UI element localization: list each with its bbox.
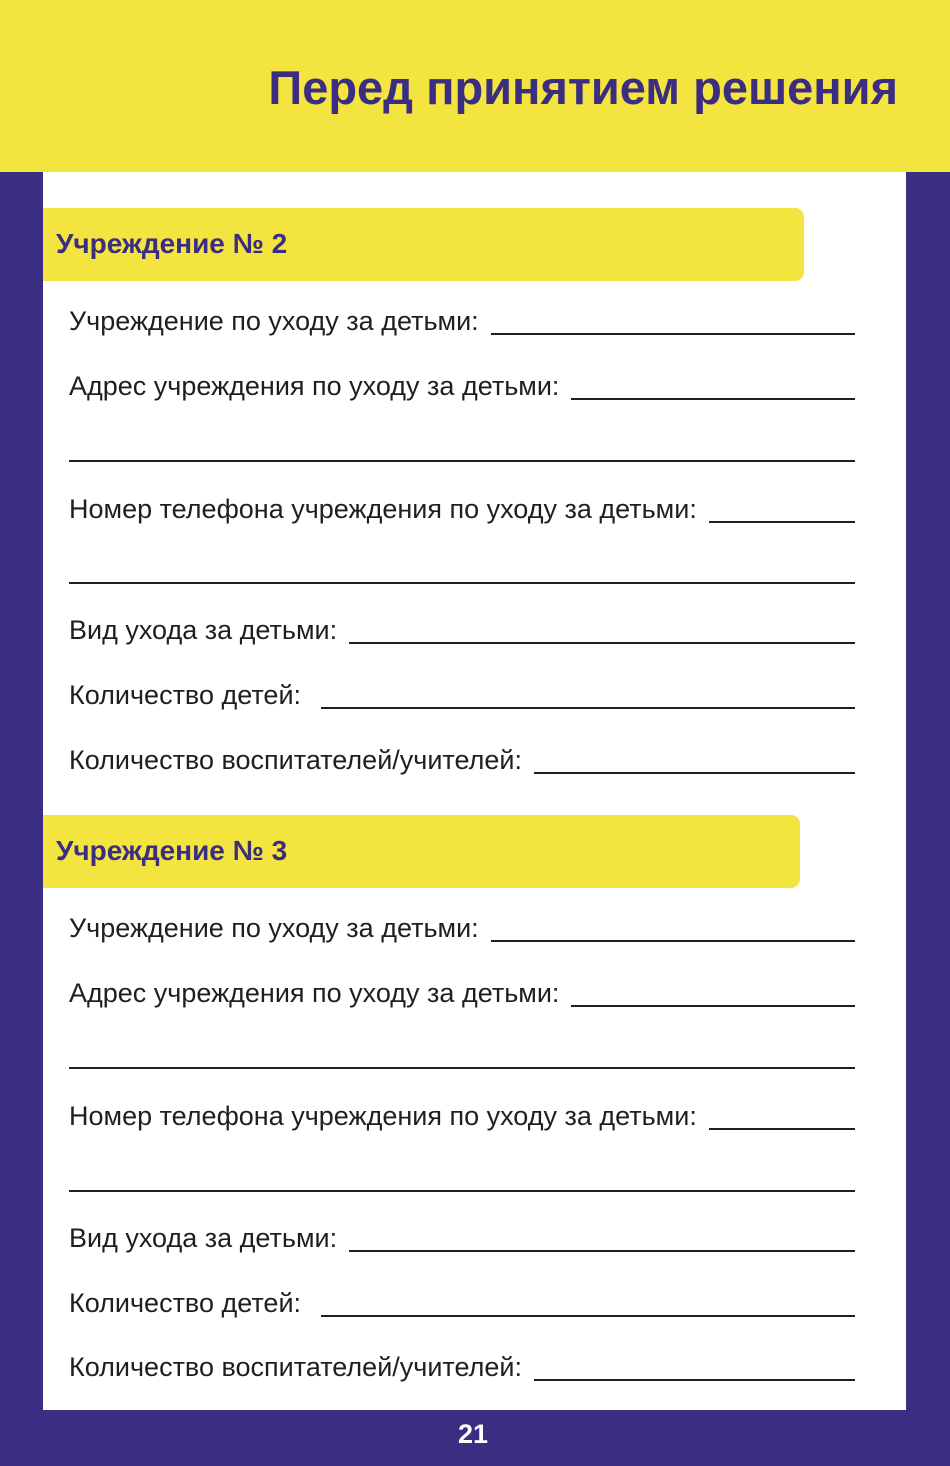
section-title: Учреждение № 3 <box>56 835 288 866</box>
facility-address-line-2[interactable] <box>69 460 855 462</box>
field-label: Количество детей: <box>69 1288 302 1318</box>
facility-phone-line[interactable] <box>709 521 855 523</box>
teachers-count-field[interactable] <box>69 739 855 779</box>
section-title: Учреждение № 2 <box>56 228 288 259</box>
facility-address-continuation[interactable] <box>69 427 855 467</box>
field-label: Вид ухода за детьми: <box>69 1223 338 1253</box>
facility-address-field[interactable] <box>69 972 855 1012</box>
children-count-line[interactable] <box>321 707 855 709</box>
care-type-line[interactable] <box>349 1250 855 1252</box>
page-title: Перед принятием решения <box>268 61 898 114</box>
facility-phone-line-2[interactable] <box>69 582 855 584</box>
facility-phone-field[interactable] <box>69 488 855 528</box>
facility-address-line-2[interactable] <box>69 1067 855 1069</box>
field-label: Вид ухода за детьми: <box>69 615 338 645</box>
facility-address-continuation[interactable] <box>69 1034 855 1074</box>
care-type-field[interactable] <box>69 609 855 649</box>
facility-phone-line-2[interactable] <box>69 1190 855 1192</box>
teachers-count-line[interactable] <box>534 1379 855 1381</box>
children-count-field[interactable] <box>69 1282 855 1322</box>
section-header-3 <box>43 815 800 888</box>
facility-name-field[interactable] <box>69 300 855 340</box>
facility-phone-line[interactable] <box>709 1128 855 1130</box>
facility-address-line[interactable] <box>571 1005 855 1007</box>
facility-phone-continuation[interactable] <box>69 1157 855 1197</box>
field-label: Номер телефона учреждения по уходу за детьми: <box>69 494 697 524</box>
care-type-field[interactable] <box>69 1217 855 1257</box>
facility-phone-continuation[interactable] <box>69 549 855 589</box>
field-label: Количество воспитателей/учителей: <box>69 745 522 775</box>
care-type-line[interactable] <box>349 642 855 644</box>
header-band <box>0 0 950 172</box>
facility-address-line[interactable] <box>571 398 855 400</box>
facility-name-field[interactable] <box>69 907 855 947</box>
page-number: 21 <box>457 1419 489 1449</box>
field-label: Учреждение по уходу за детьми: <box>69 913 479 943</box>
field-label: Количество воспитателей/учителей: <box>69 1352 522 1382</box>
facility-address-field[interactable] <box>69 365 855 405</box>
facility-name-line[interactable] <box>491 333 855 335</box>
section-header-2 <box>43 208 804 281</box>
field-label: Номер телефона учреждения по уходу за детьми: <box>69 1101 697 1131</box>
teachers-count-field[interactable] <box>69 1346 855 1386</box>
field-label: Учреждение по уходу за детьми: <box>69 306 479 336</box>
children-count-field[interactable] <box>69 674 855 714</box>
field-label: Адрес учреждения по уходу за детьми: <box>69 371 560 401</box>
field-label: Адрес учреждения по уходу за детьми: <box>69 978 560 1008</box>
facility-phone-field[interactable] <box>69 1095 855 1135</box>
form-card <box>43 172 906 1410</box>
children-count-line[interactable] <box>321 1315 855 1317</box>
field-label: Количество детей: <box>69 680 302 710</box>
facility-name-line[interactable] <box>491 940 855 942</box>
teachers-count-line[interactable] <box>534 772 855 774</box>
